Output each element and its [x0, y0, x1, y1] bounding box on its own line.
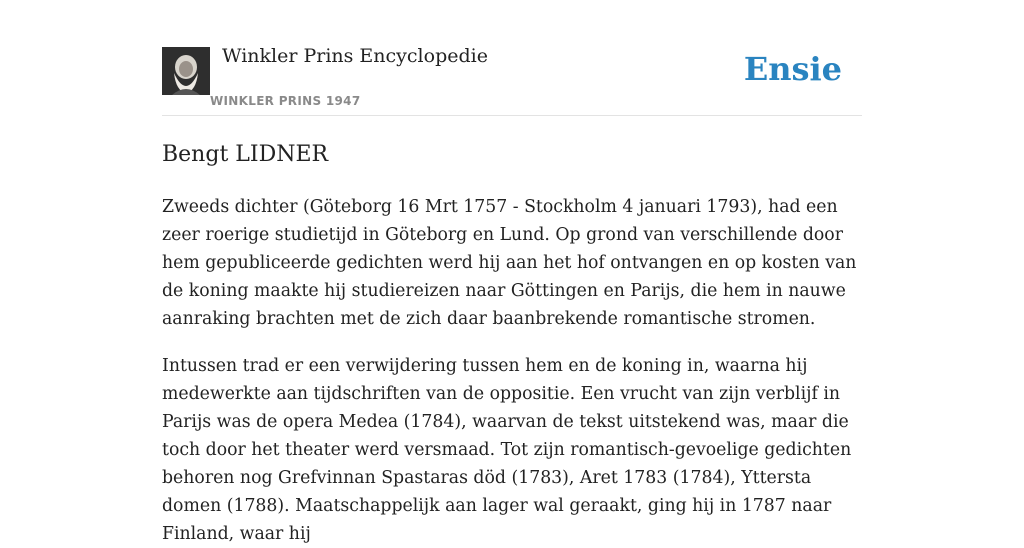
source-header — [162, 0, 862, 116]
article-paragraph-1: Zweeds dichter (Göteborg 16 Mrt 1757 - Stockholm 4 januari 1793), had een zeer roerige studietijd in Göteborg en Lund. Op grond van verschillende door hem gepubliceerde gedichten werd hij aan het hof ontvangen en op kosten van de koning maakte hij studiereizen naar Göttingen en Parijs, die hem in nauwe aanraking brachten met de zich daar baanbrekende romantische stromen. — [162, 197, 857, 329]
article-paragraph-2: Intussen trad er een verwijdering tussen hem en de koning in, waarna hij medewerkte aan tijdschriften van de oppositie. Een vrucht van zijn verblijf in Parijs was de opera Medea (1784), waarvan de tekst uitstekend was, maar die toch door het theater werd versmaad. Tot zijn romantisch-gevoelige gedichten behoren nog Grefvinnan Spastaras död (1783), Aret 1783 (1784), Yttersta domen (1788). Maatschappelijk aan lager wal geraakt, ging hij in 1787 naar Finland, waar hij — [162, 356, 852, 544]
article-title: Bengt LIDNER — [162, 142, 329, 167]
brand-logo[interactable]: Ensie — [743, 50, 842, 88]
source-title[interactable]: Winkler Prins Encyclopedie — [222, 45, 488, 67]
content-column — [162, 0, 862, 548]
portrait-avatar-icon[interactable] — [162, 47, 210, 95]
source-subtitle[interactable]: WINKLER PRINS 1947 — [210, 94, 361, 108]
